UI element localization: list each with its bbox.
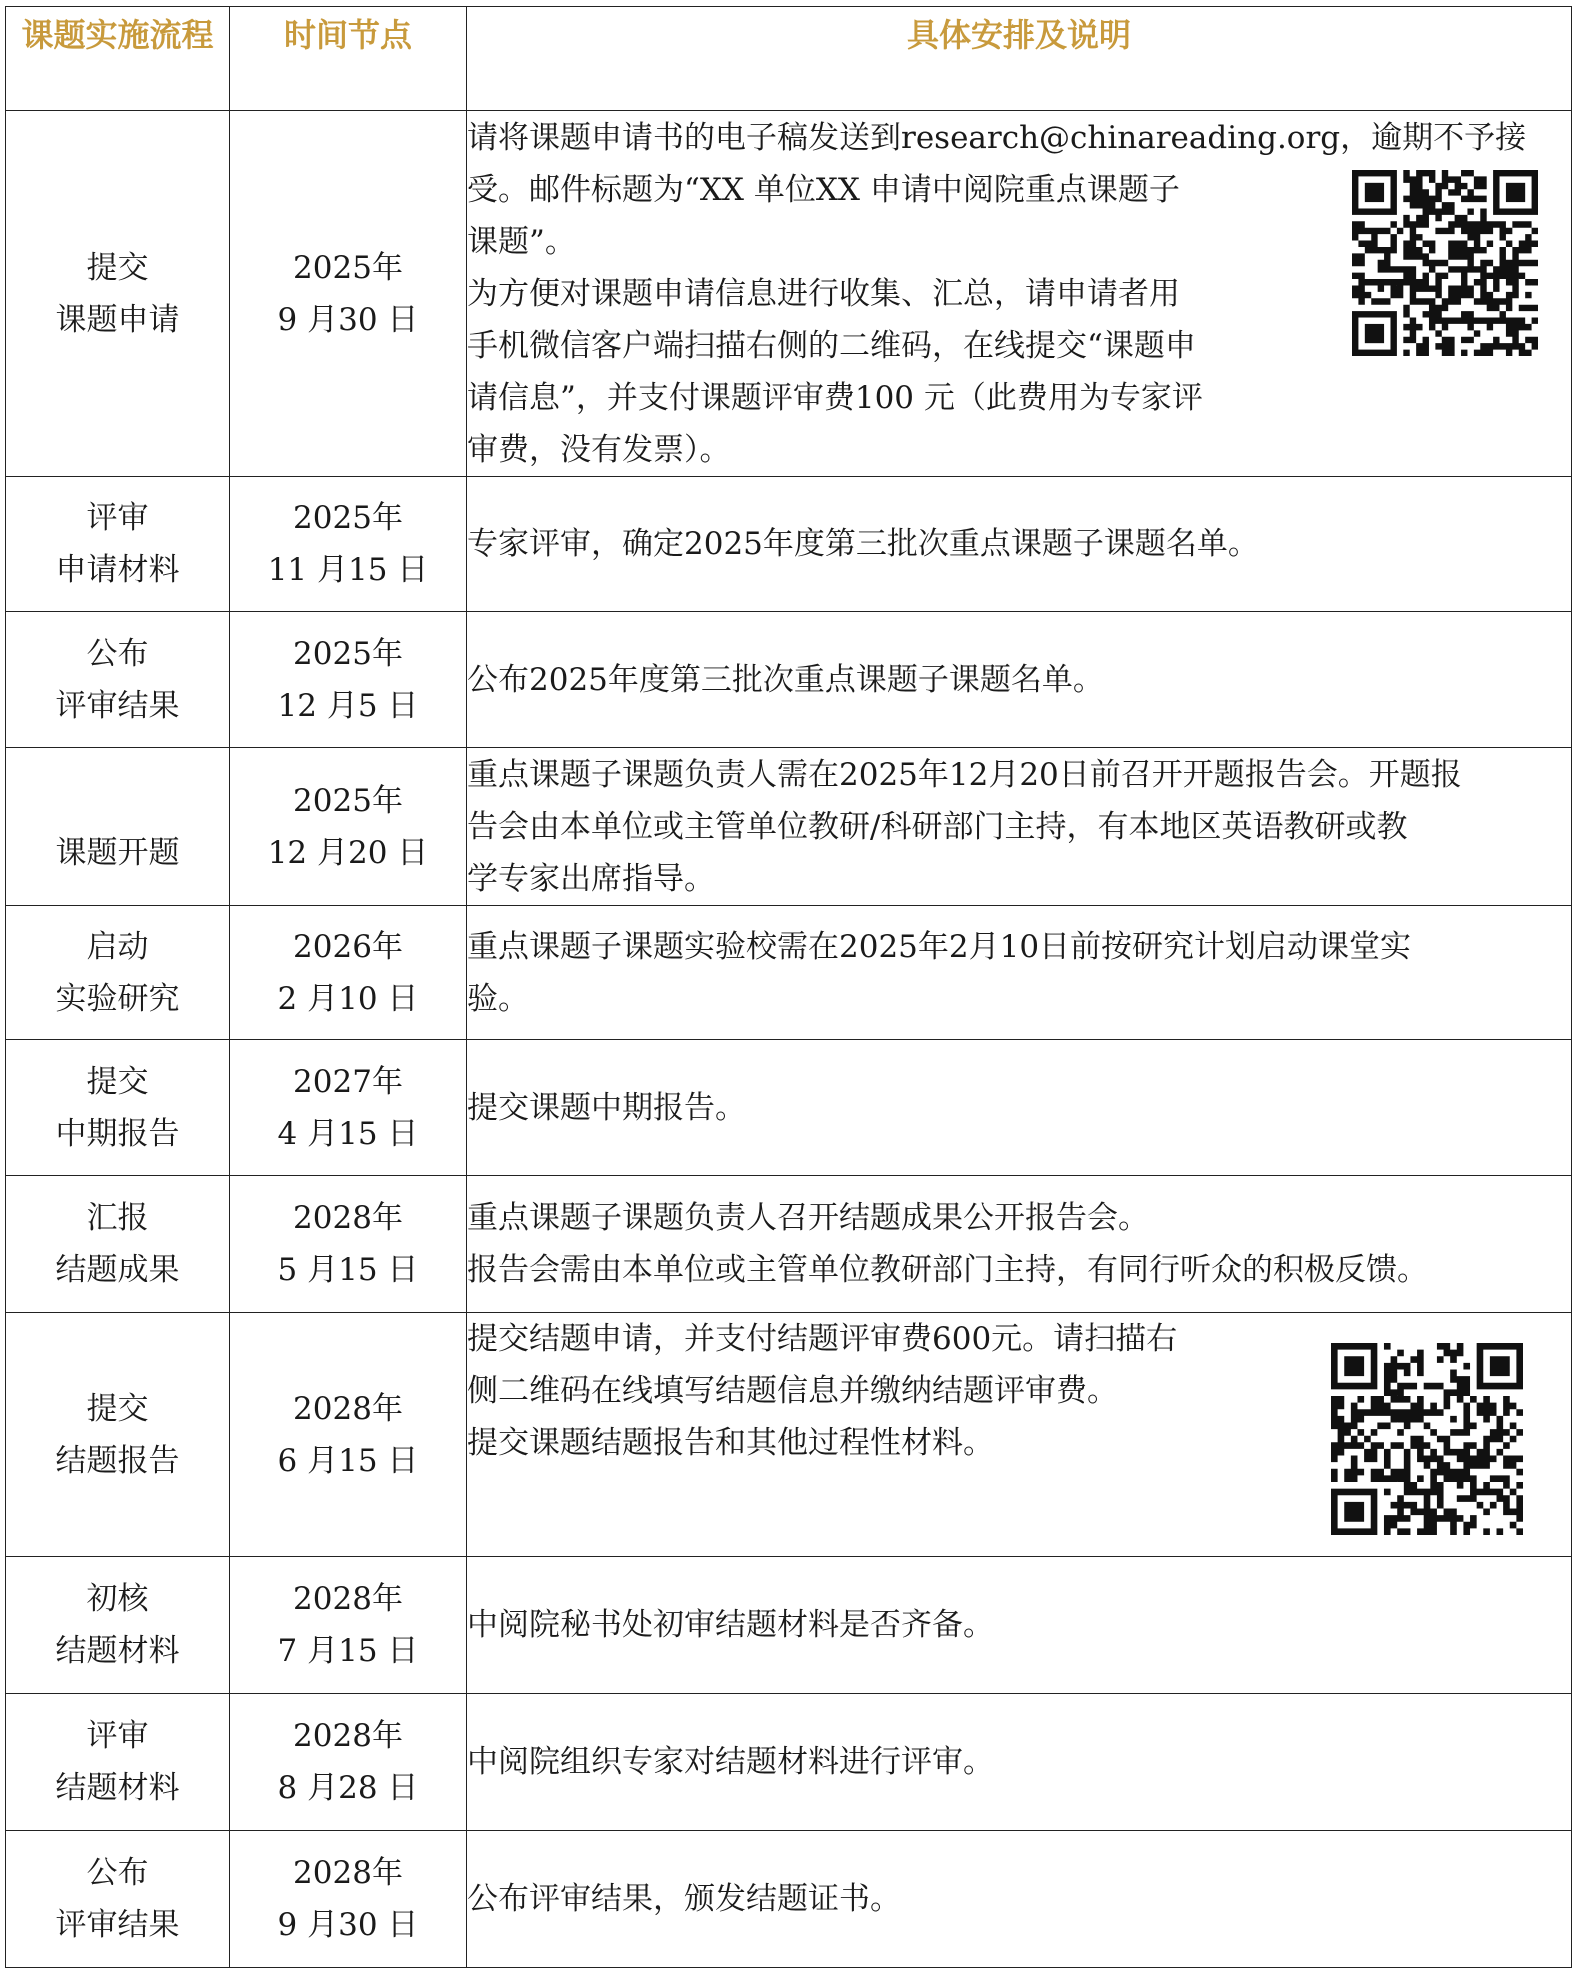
header-row [6, 7, 1572, 111]
date-cell: 2027年 4 月15 日 [230, 1040, 467, 1176]
table-row [6, 612, 1572, 748]
stage-cell: 汇报 结题成果 [6, 1176, 230, 1313]
date-cell: 2028年 7 月15 日 [230, 1557, 467, 1694]
stage-cell: 提交 中期报告 [6, 1040, 230, 1176]
description-cell: 重点课题子课题实验校需在2025年2月10日前按研究计划启动课堂实 验。 [467, 906, 1572, 1040]
table-row [6, 1831, 1572, 1968]
qr-code-icon[interactable] [1352, 170, 1538, 356]
date-cell: 2028年 5 月15 日 [230, 1176, 467, 1313]
date-cell: 2028年 6 月15 日 [230, 1313, 467, 1557]
stage-cell: 评审 申请材料 [6, 477, 230, 612]
stage-cell: 公布 评审结果 [6, 612, 230, 748]
qr-code-icon[interactable] [1331, 1343, 1523, 1535]
description-cell: 公布评审结果，颁发结题证书。 [467, 1831, 1572, 1968]
schedule-table [5, 6, 1572, 1968]
stage-cell: 初核 结题材料 [6, 1557, 230, 1694]
date-cell: 2025年 9 月30 日 [230, 111, 467, 477]
description-cell: 提交结题申请，并支付结题评审费600元。请扫描右 侧二维码在线填写结题信息并缴纳结题评审费。 提交课题结题报告和其他过程性材料。 [467, 1313, 1572, 1557]
description-cell: 公布2025年度第三批次重点课题子课题名单。 [467, 612, 1572, 748]
description-cell: 中阅院组织专家对结题材料进行评审。 [467, 1694, 1572, 1831]
description-cell: 专家评审，确定2025年度第三批次重点课题子课题名单。 [467, 477, 1572, 612]
stage-cell: 公布 评审结果 [6, 1831, 230, 1968]
description-cell: 提交课题中期报告。 [467, 1040, 1572, 1176]
table-row [6, 748, 1572, 906]
header-date: 时间节点 [230, 7, 467, 111]
table-row [6, 111, 1572, 477]
description-cell: 请将课题申请书的电子稿发送到research@chinareading.org，逾期不予接 受。邮件标题为“XX 单位XX 申请中阅院重点课题子 课题”。 为方便对课题申请信息进行收集、汇总，请申请者用 手机微信客户端扫描右侧的二维码，在线提交“课题申 请信息”，并支付课题评审费100 元（此费用为专家评 审费，没有发票）。 [467, 111, 1572, 477]
table-row [6, 1176, 1572, 1313]
date-cell: 2028年 9 月30 日 [230, 1831, 467, 1968]
table-row [6, 906, 1572, 1040]
stage-cell: 提交 结题报告 [6, 1313, 230, 1557]
description-cell: 重点课题子课题负责人召开结题成果公开报告会。 报告会需由本单位或主管单位教研部门主持，有同行听众的积极反馈。 [467, 1176, 1572, 1313]
header-description: 具体安排及说明 [467, 7, 1572, 111]
header-stage: 课题实施流程 [6, 7, 230, 111]
table-row [6, 1557, 1572, 1694]
table-row [6, 1313, 1572, 1557]
description-cell: 中阅院秘书处初审结题材料是否齐备。 [467, 1557, 1572, 1694]
stage-cell: 提交 课题申请 [6, 111, 230, 477]
date-cell: 2025年 12 月20 日 [230, 748, 467, 906]
table-row [6, 477, 1572, 612]
description-cell: 重点课题子课题负责人需在2025年12月20日前召开开题报告会。开题报 告会由本单位或主管单位教研/科研部门主持，有本地区英语教研或教 学专家出席指导。 [467, 748, 1572, 906]
table-row [6, 1694, 1572, 1831]
date-cell: 2026年 2 月10 日 [230, 906, 467, 1040]
stage-cell: 启动 实验研究 [6, 906, 230, 1040]
stage-cell: 评审 结题材料 [6, 1694, 230, 1831]
date-cell: 2028年 8 月28 日 [230, 1694, 467, 1831]
stage-cell: 课题开题 [6, 748, 230, 906]
date-cell: 2025年 11 月15 日 [230, 477, 467, 612]
date-cell: 2025年 12 月5 日 [230, 612, 467, 748]
table-row [6, 1040, 1572, 1176]
